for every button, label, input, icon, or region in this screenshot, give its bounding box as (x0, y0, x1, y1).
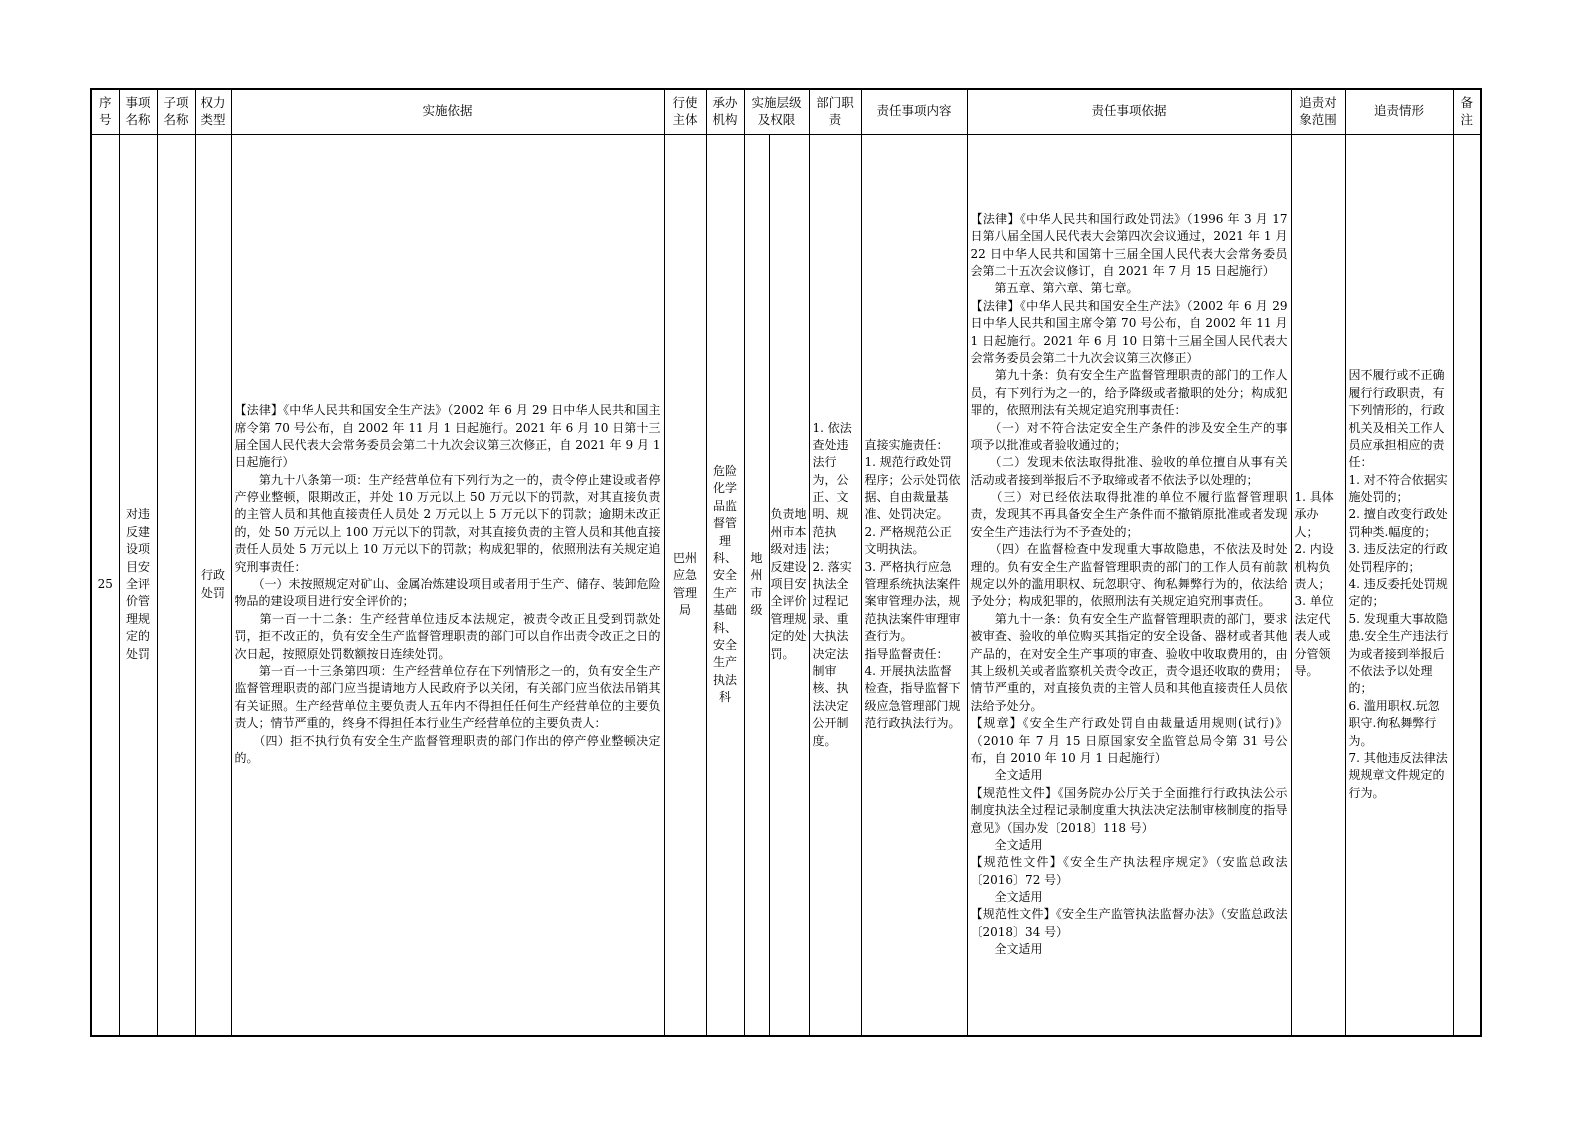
header-serial-number: 序号 (91, 89, 119, 134)
header-subitem-name: 子项名称 (157, 89, 195, 134)
cell-power-type: 行政处罚 (195, 134, 231, 1036)
cell-department-duty: 1. 依法查处违法行为，公正、文明、规范执法； 2. 落实执法全过程记录、重大执法决定法制审核、执法决定公开制度。 (809, 134, 861, 1036)
cell-subitem-name (157, 134, 195, 1036)
header-level-and-authority: 实施层级及权限 (744, 89, 809, 134)
header-remarks: 备注 (1453, 89, 1481, 134)
cell-responsibility-content: 直接实施责任： 1. 规范行政处罚程序；公示处罚依据、自由裁量基准、处罚决定。 2. 严格规范公正文明执法。 3. 严格执行应急管理系统执法案件案审管理办法，规范执法案件审理审查行为。 指导监督责任： 4. 开展执法监督检查，指导监督下级应急管理部门规范行政执法行为。 (861, 134, 967, 1036)
cell-undertaking-agency: 危险化学品监督管理科、安全生产基础科、安全生产执法科 (706, 134, 744, 1036)
header-implementing-body: 行使主体 (664, 89, 706, 134)
cell-remarks (1453, 134, 1481, 1036)
power-responsibility-table (90, 88, 1482, 1037)
header-department-duty: 部门职责 (809, 89, 861, 134)
header-row (91, 89, 1481, 134)
cell-implementation-level: 地州市级 (744, 134, 769, 1036)
header-power-type: 权力类型 (195, 89, 231, 134)
header-accountability-scope: 追责对象范围 (1291, 89, 1345, 134)
header-item-name: 事项名称 (119, 89, 157, 134)
cell-serial-number: 25 (91, 134, 119, 1036)
cell-authority: 负责地州市本级对违反建设项目安全评价管理规定的处罚。 (769, 134, 809, 1036)
header-responsibility-basis: 责任事项依据 (967, 89, 1291, 134)
cell-item-name: 对违反建设项目安全评价管理规定的处罚 (119, 134, 157, 1036)
cell-accountability-scope: 1. 具体承办人； 2. 内设机构负责人； 3. 单位法定代表人或分管领导。 (1291, 134, 1345, 1036)
header-responsibility-content: 责任事项内容 (861, 89, 967, 134)
header-accountability-situations: 追责情形 (1345, 89, 1453, 134)
header-undertaking-agency: 承办机构 (706, 89, 744, 134)
cell-accountability-situations: 因不履行或不正确履行行政职责，有下列情形的，行政机关及相关工作人员应承担相应的责任： 1. 对不符合依据实施处罚的； 2. 擅自改变行政处罚种类.幅度的； 3. 违反法定的行政处罚程序的； 4. 违反委托处罚规定的； 5. 发现重大事故隐患.安全生产违法行为或者接到举报后不依法予以处理的； 6. 滥用职权.玩忽职守.徇私舞弊行为。 7. 其他违反法律法规规章文件规定的行为。 (1345, 134, 1453, 1036)
header-implementation-basis: 实施依据 (231, 89, 664, 134)
table-row (91, 134, 1481, 1036)
cell-implementing-body: 巴州应急管理局 (664, 134, 706, 1036)
cell-implementation-basis: 【法律】《中华人民共和国安全生产法》（2002 年 6 月 29 日中华人民共和国主席令第 70 号公布，自 2002 年 11 月 1 日起施行。2021 年 6 月 10 日第十三届全国人民代表大会常务委员会第二十九次会议第三次修正，自 2021 年 9 月 1 日起施行） 第九十八条第一项：生产经营单位有下列行为之一的，责令停止建设或者停产停业整顿，限期改正，并处 10 万元以上 50 万元以下的罚款，对其直接负责的主管人员和其他直接责任人员处 2 万元以上 5 万元以下的罚款；逾期未改正的，处 50 万元以上 100 万元以下的罚款，对其直接负责的主管人员和其他直接责任人员处 5 万元以上 10 万元以下的罚款；构成犯罪的，依照刑法有关规定追究刑事责任： （一）未按照规定对矿山、金属冶炼建设项目或者用于生产、储存、装卸危险物品的建设项目进行安全评价的； 第一百一十二条：生产经营单位违反本法规定，被责令改正且受到罚款处罚，拒不改正的，负有安全生产监督管理职责的部门可以自作出责令改正之日的次日起，按照原处罚数额按日连续处罚。 第一百一十三条第四项：生产经营单位存在下列情形之一的，负有安全生产监督管理职责的部门应当提请地方人民政府予以关闭，有关部门应当依法吊销其有关证照。生产经营单位主要负责人五年内不得担任任何生产经营单位的主要负责人；情节严重的，终身不得担任本行业生产经营单位的主要负责人： （四）拒不执行负有安全生产监督管理职责的部门作出的停产停业整顿决定的。 (231, 134, 664, 1036)
cell-responsibility-basis: 【法律】《中华人民共和国行政处罚法》（1996 年 3 月 17 日第八届全国人民代表大会第四次会议通过，2021 年 1 月 22 日中华人民共和国第十三届全国人民代表大会常务委员会第二十五次会议修订，自 2021 年 7 月 15 日起施行） 第五章、第六章、第七章。 【法律】《中华人民共和国安全生产法》（2002 年 6 月 29 日中华人民共和国主席令第 70 号公布，自 2002 年 11 月 1 日起施行。2021 年 6 月 10 日第十三届全国人民代表大会常务委员会第二十九次会议第三次修正） 第九十条：负有安全生产监督管理职责的部门的工作人员，有下列行为之一的，给予降级或者撤职的处分；构成犯罪的，依照刑法有关规定追究刑事责任： （一）对不符合法定安全生产条件的涉及安全生产的事项予以批准或者验收通过的； （二）发现未依法取得批准、验收的单位擅自从事有关活动或者接到举报后不予取缔或者不依法予以处理的； （三）对已经依法取得批准的单位不履行监督管理职责，发现其不再具备安全生产条件而不撤销原批准或者发现安全生产违法行为不予查处的； （四）在监督检查中发现重大事故隐患，不依法及时处理的。负有安全生产监督管理职责的部门的工作人员有前款规定以外的滥用职权、玩忽职守、徇私舞弊行为的，依法给予处分；构成犯罪的，依照刑法有关规定追究刑事责任。 第九十一条：负有安全生产监督管理职责的部门，要求被审查、验收的单位购买其指定的安全设备、器材或者其他产品的，在对安全生产事项的审查、验收中收取费用的，由其上级机关或者监察机关责令改正，责令退还收取的费用；情节严重的，对直接负责的主管人员和其他直接责任人员依法给予处分。 【规章】《安全生产行政处罚自由裁量适用规则(试行)》（2010 年 7 月 15 日原国家安全监管总局令第 31 号公布，自 2010 年 10 月 1 日起施行） 全文适用 【规范性文件】《国务院办公厅关于全面推行行政执法公示制度执法全过程记录制度重大执法决定法制审核制度的指导意见》（国办发〔2018〕118 号） 全文适用 【规范性文件】《安全生产执法程序规定》（安监总政法〔2016〕72 号） 全文适用 【规范性文件】《安全生产监管执法监督办法》（安监总政法〔2018〕34 号） 全文适用 (967, 134, 1291, 1036)
